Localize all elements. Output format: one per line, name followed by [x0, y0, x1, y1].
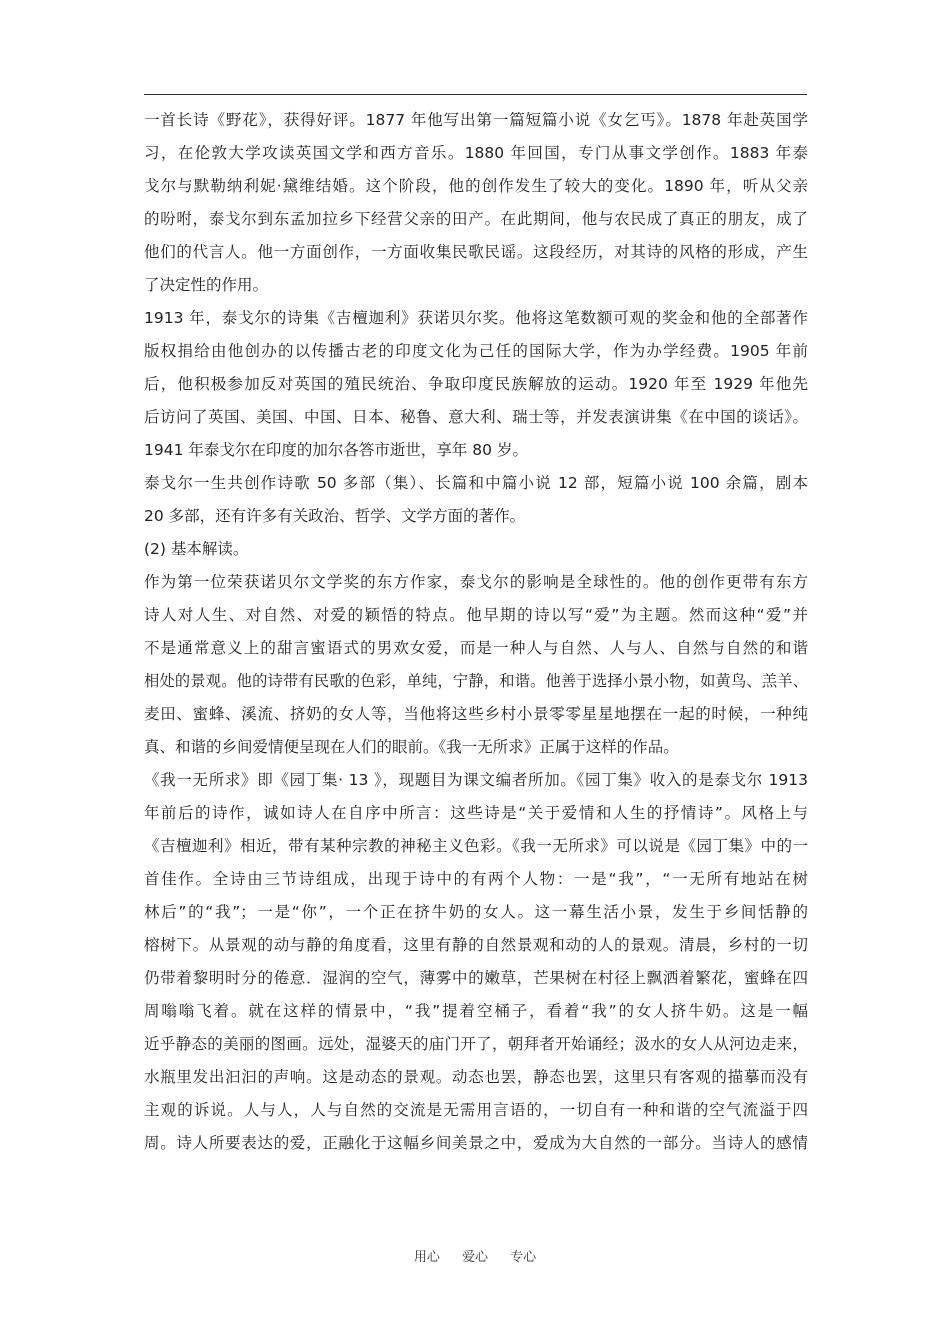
- text-line: 作为第一位荣获诺贝尔文学奖的东方作家，泰戈尔的影响是全球性的。他的创作更带有东方: [144, 573, 808, 591]
- text-line: 年前后的诗作，诚如诗人在自序中所言：这些诗是“关于爱情和人生的抒情诗”。风格上与: [144, 804, 808, 822]
- page-footer: 用心 爱心 专心: [413, 1250, 537, 1265]
- text-line: 版权捐给由他创办的以传播古老的印度文化为己任的国际大学，作为办学经费。1905 年前: [144, 342, 808, 360]
- text-line: 榕树下。从景观的动与静的角度看，这里有静的自然景观和动的人的景观。清晨，乡村的一切: [144, 936, 808, 954]
- text-line: 水瓶里发出汩汩的声响。这是动态的景观。动态也罢，静态也罢，这里只有客观的描摹而没有: [144, 1068, 808, 1086]
- text-line: 后访问了英国、美国、中国、日本、秘鲁、意大利、瑞士等，并发表演讲集《在中国的谈话》。: [144, 408, 808, 426]
- body-text: [144, 104, 808, 1160]
- text-line: 1941 年泰戈尔在印度的加尔各答市逝世，享年 80 岁。: [144, 441, 528, 459]
- text-line: 他们的代言人。他一方面创作，一方面收集民歌民谣。这段经历，对其诗的风格的形成，产生: [144, 243, 808, 261]
- text-line: 不是通常意义上的甜言蜜语式的男欢女爱，而是一种人与自然、人与人、自然与自然的和谐: [144, 639, 808, 657]
- text-line: 20 多部，还有许多有关政治、哲学、文学方面的著作。: [144, 507, 526, 525]
- text-line: 一首长诗《野花》，获得好评。1877 年他写出第一篇短篇小说《女乞丐》。1878 年赴英国学: [144, 111, 808, 129]
- text-line: 相处的景观。他的诗带有民歌的色彩，单纯，宁静，和谐。他善于选择小景小物，如黄鸟、羔羊、: [144, 672, 808, 690]
- text-line: 周。诗人所要表达的爱，正融化于这幅乡间美景之中，爱成为大自然的一部分。当诗人的感情: [144, 1134, 808, 1152]
- text-line: 真、和谐的乡间爱情便呈现在人们的眼前。《我一无所求》正属于这样的作品。: [144, 738, 679, 756]
- text-line: 首佳作。全诗由三节诗组成，出现于诗中的有两个人物：一是“我”，“一无所有地站在树: [144, 870, 808, 888]
- text-line: 仍带着黎明时分的倦意．湿润的空气，薄雾中的嫩草，芒果树在村径上飘洒着繁花，蜜蜂在四: [144, 969, 808, 987]
- text-line: 《我一无所求》即《园丁集· 13 》，现题目为课文编者所加。《园丁集》收入的是泰戈尔 1913: [144, 771, 808, 789]
- text-line: 泰戈尔一生共创作诗歌 50 多部（集）、长篇和中篇小说 12 部，短篇小说 100 余篇，剧本: [144, 474, 808, 492]
- header-rule: [144, 94, 807, 95]
- text-line: 周嗡嗡飞着。就在这样的情景中，“我”提着空桶子，看着“我”的女人挤牛奶。这是一幅: [144, 1002, 808, 1020]
- text-line: 主观的诉说。人与人，人与自然的交流是无需用言语的，一切自有一种和谐的空气流溢于四: [144, 1101, 808, 1119]
- text-line: 麦田、蜜蜂、溪流、挤奶的女人等，当他将这些乡村小景零零星星地摆在一起的时候，一种纯: [144, 705, 808, 723]
- text-line: 的吩咐，泰戈尔到东孟加拉乡下经营父亲的田产。在此期间，他与农民成了真正的朋友，成了: [144, 210, 808, 228]
- text-line: (2) 基本解读。: [144, 540, 249, 558]
- text-line: 1913 年，泰戈尔的诗集《吉檀迦利》获诺贝尔奖。他将这笔数额可观的奖金和他的全部著作: [144, 309, 808, 327]
- text-line: 近乎静态的美丽的图画。远处，湿婆天的庙门开了，朝拜者开始诵经；汲水的女人从河边走来，: [144, 1035, 808, 1053]
- text-line: 诗人对人生、对自然、对爱的颖悟的特点。他早期的诗以写“爱”为主题。然而这种“爱”并: [144, 606, 808, 624]
- text-line: 戈尔与默勒纳利妮·黛维结婚。这个阶段，他的创作发生了较大的变化。1890 年，听从父亲: [144, 177, 808, 195]
- text-line: 了决定性的作用。: [144, 276, 269, 294]
- text-line: 《吉檀迦利》相近，带有某种宗教的神秘主义色彩。《我一无所求》可以说是《园丁集》中的一: [144, 837, 808, 855]
- text-line: 习，在伦敦大学攻读英国文学和西方音乐。1880 年回国，专门从事文学创作。1883 年泰: [144, 144, 808, 162]
- text-line: 后，他积极参加反对英国的殖民统治、争取印度民族解放的运动。1920 年至 1929 年他先: [144, 375, 808, 393]
- text-line: 林后”的“我”；一是“你”，一个正在挤牛奶的女人。这一幕生活小景，发生于乡间恬静的: [144, 903, 808, 921]
